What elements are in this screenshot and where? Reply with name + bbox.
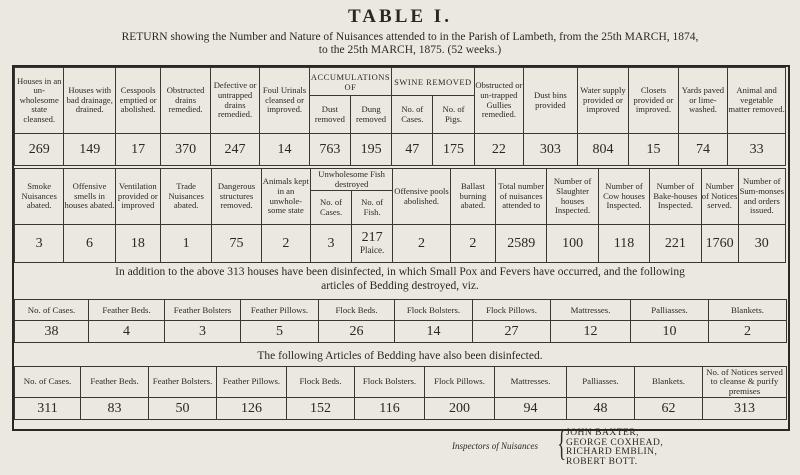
header-cell: Mattresses. xyxy=(495,367,567,398)
value-cell: 763 xyxy=(309,134,350,166)
value-cell: 50 xyxy=(149,398,217,420)
value-cell: 247 xyxy=(210,134,259,166)
header-cell: Dust bins provided xyxy=(524,68,578,134)
value-cell: 3 xyxy=(165,321,241,343)
header-cell: Flock Beds. xyxy=(319,300,395,321)
header-cell: Smoke Nuisances abated. xyxy=(15,169,64,225)
header-cell: Foul Urinals cleansed or improved. xyxy=(260,68,309,134)
value-cell: 175 xyxy=(433,134,474,166)
bedding-disinfected-table xyxy=(14,366,787,420)
value-cell: 303 xyxy=(524,134,578,166)
brace-glyph: { xyxy=(557,423,566,463)
value-cell: 370 xyxy=(161,134,210,166)
value-cell: 149 xyxy=(64,134,116,166)
header-cell: Feather Pillows. xyxy=(217,367,287,398)
header-cell: Palliasses. xyxy=(631,300,709,321)
subtitle-line-2: to the 25th MARCH, 1875. (52 weeks.) xyxy=(318,44,502,56)
value-cell: 27 xyxy=(473,321,551,343)
value-cell: 75 xyxy=(212,225,261,263)
value-cell: 311 xyxy=(15,398,81,420)
value-cell: 38 xyxy=(15,321,89,343)
value-cell: 5 xyxy=(241,321,319,343)
value-cell: 62 xyxy=(635,398,703,420)
header-cell: Ventilation provided or improved xyxy=(115,169,160,225)
header-cell: Dung removed xyxy=(350,96,391,134)
value-cell: 47 xyxy=(392,134,433,166)
header-cell: Blankets. xyxy=(709,300,787,321)
header-cell: Flock Beds. xyxy=(287,367,355,398)
header-cell: Feather Beds. xyxy=(89,300,165,321)
note-line-2: articles of Bedding destroyed, viz. xyxy=(321,280,479,292)
header-cell: Feather Beds. xyxy=(81,367,149,398)
value-cell: 14 xyxy=(395,321,473,343)
inspector-name: RICHARD EMBLIN, xyxy=(566,447,658,458)
header-cell: Flock Bolsters. xyxy=(395,300,473,321)
value-cell: 118 xyxy=(598,225,649,263)
note-line-1: In addition to the above 313 houses have been disinfected, in which Small Pox and Fevers have occurred, and the following xyxy=(115,266,685,278)
value-cell: 12 xyxy=(551,321,631,343)
value-cell: 2 xyxy=(450,225,495,263)
value-cell: 83 xyxy=(81,398,149,420)
header-cell: No. of Cases. xyxy=(15,367,81,398)
value-cell: 17 xyxy=(116,134,161,166)
fish-note: Plaice. xyxy=(360,244,385,255)
header-cell: Blankets. xyxy=(635,367,703,398)
bedding-destroyed-table xyxy=(14,299,787,343)
header-cell: Flock Pillows. xyxy=(425,367,495,398)
header-cell: No. of Notices served to cleanse & purify premises xyxy=(703,367,787,398)
header-cell: Houses with bad drainage, drained. xyxy=(64,68,116,134)
header-cell: Flock Bolsters. xyxy=(355,367,425,398)
header-cell: Ballast burning abated. xyxy=(450,169,495,225)
header-cell: Defective or untrapped drains remedied. xyxy=(210,68,259,134)
bedding-disinfected-note: The following Articles of Bedding have also been disinfected. xyxy=(257,350,543,362)
header-cell: Obstructed drains remedied. xyxy=(161,68,210,134)
value-cell: 14 xyxy=(260,134,309,166)
header-cell: Water supply provided or improved xyxy=(577,68,629,134)
header-cell: Offensive pools abolished. xyxy=(393,169,451,225)
header-cell: Mattresses. xyxy=(551,300,631,321)
group-header-accumulations: ACCUMULATIONS OF xyxy=(309,68,391,96)
value-cell: 221 xyxy=(650,225,701,263)
value-cell: 313 xyxy=(703,398,787,420)
value-cell: 15 xyxy=(629,134,678,166)
header-cell: No. of Cases. xyxy=(310,191,351,225)
inspector-name: JOHN BAXTER, xyxy=(566,428,640,438)
value-cell: 6 xyxy=(64,225,115,263)
header-cell: Feather Bolsters. xyxy=(149,367,217,398)
header-cell: Number of Bake-houses Inspected. xyxy=(650,169,701,225)
header-cell: Offensive smells in houses abated. xyxy=(64,169,115,225)
header-cell: Dangerous structures removed. xyxy=(212,169,261,225)
group-header-unwholesome-fish: Unwholesome Fish destroyed xyxy=(310,169,392,191)
header-cell: Flock Pillows. xyxy=(473,300,551,321)
header-cell: Yards paved or lime-washed. xyxy=(678,68,727,134)
inspector-name: GEORGE COXHEAD, xyxy=(566,437,664,448)
value-cell: 3 xyxy=(15,225,64,263)
nuisances-table-2 xyxy=(14,168,786,263)
value-cell: 126 xyxy=(217,398,287,420)
header-cell: Cesspools emptied or abolished. xyxy=(116,68,161,134)
value-cell: 10 xyxy=(631,321,709,343)
header-cell: Trade Nuisances abated. xyxy=(160,169,211,225)
header-cell: Feather Bolsters xyxy=(165,300,241,321)
header-cell: Palliasses. xyxy=(567,367,635,398)
value-cell: 74 xyxy=(678,134,727,166)
header-cell: Animal and vegetable matter removed. xyxy=(728,68,786,134)
group-header-swine: SWINE REMOVED xyxy=(392,68,474,96)
nuisances-table-1 xyxy=(14,67,786,166)
value-cell: 26 xyxy=(319,321,395,343)
subtitle-line-1: RETURN showing the Number and Nature of Nuisances attended to in the Parish of Lambeth, from the 25th MARCH, 1874, xyxy=(121,31,699,43)
inspectors-label: Inspectors of Nuisances xyxy=(452,441,538,451)
value-cell: 30 xyxy=(738,225,785,263)
table-title: TABLE I. xyxy=(348,6,452,27)
value-cell: 18 xyxy=(115,225,160,263)
header-cell: No. of Cases. xyxy=(15,300,89,321)
value-cell-fish xyxy=(352,225,393,263)
header-cell: Closets provided or improved. xyxy=(629,68,678,134)
value-cell: 2589 xyxy=(496,225,547,263)
header-cell: No. of Cases. xyxy=(392,96,433,134)
header-cell: Number of Notices served. xyxy=(701,169,738,225)
table-subtitle xyxy=(60,31,760,57)
value-cell: 2 xyxy=(393,225,451,263)
header-cell: Feather Pillows. xyxy=(241,300,319,321)
header-cell: Animals kept in an unwhole-some state xyxy=(261,169,310,225)
value-cell: 2 xyxy=(261,225,310,263)
value-cell: 3 xyxy=(310,225,351,263)
fish-count: 217 xyxy=(361,229,383,245)
header-cell: No. of Fish. xyxy=(352,191,393,225)
value-cell: 804 xyxy=(577,134,629,166)
header-cell: Number of Sum-monses and orders issued. xyxy=(738,169,785,225)
inspectors-list xyxy=(566,429,663,467)
header-cell: Obstructed or un-trapped Gullies remedied. xyxy=(474,68,523,134)
header-cell: Number of Cow houses Inspected. xyxy=(598,169,649,225)
value-cell: 33 xyxy=(728,134,786,166)
header-cell: Dust removed xyxy=(309,96,350,134)
value-cell: 48 xyxy=(567,398,635,420)
value-cell: 1 xyxy=(160,225,211,263)
value-cell: 195 xyxy=(350,134,391,166)
value-cell: 100 xyxy=(547,225,598,263)
header-cell: Total number of nuisances attended to xyxy=(496,169,547,225)
disinfection-note xyxy=(14,265,786,293)
value-cell: 152 xyxy=(287,398,355,420)
header-cell: Houses in an un-wholesome state cleansed. xyxy=(15,68,64,134)
value-cell: 269 xyxy=(15,134,64,166)
value-cell: 4 xyxy=(89,321,165,343)
header-cell: No. of Pigs. xyxy=(433,96,474,134)
value-cell: 2 xyxy=(709,321,787,343)
value-cell: 22 xyxy=(474,134,523,166)
inspector-name: ROBERT BOTT. xyxy=(566,456,638,467)
value-cell: 200 xyxy=(425,398,495,420)
header-cell: Number of Slaughter houses Inspected. xyxy=(547,169,598,225)
value-cell: 94 xyxy=(495,398,567,420)
value-cell: 116 xyxy=(355,398,425,420)
value-cell: 1760 xyxy=(701,225,738,263)
